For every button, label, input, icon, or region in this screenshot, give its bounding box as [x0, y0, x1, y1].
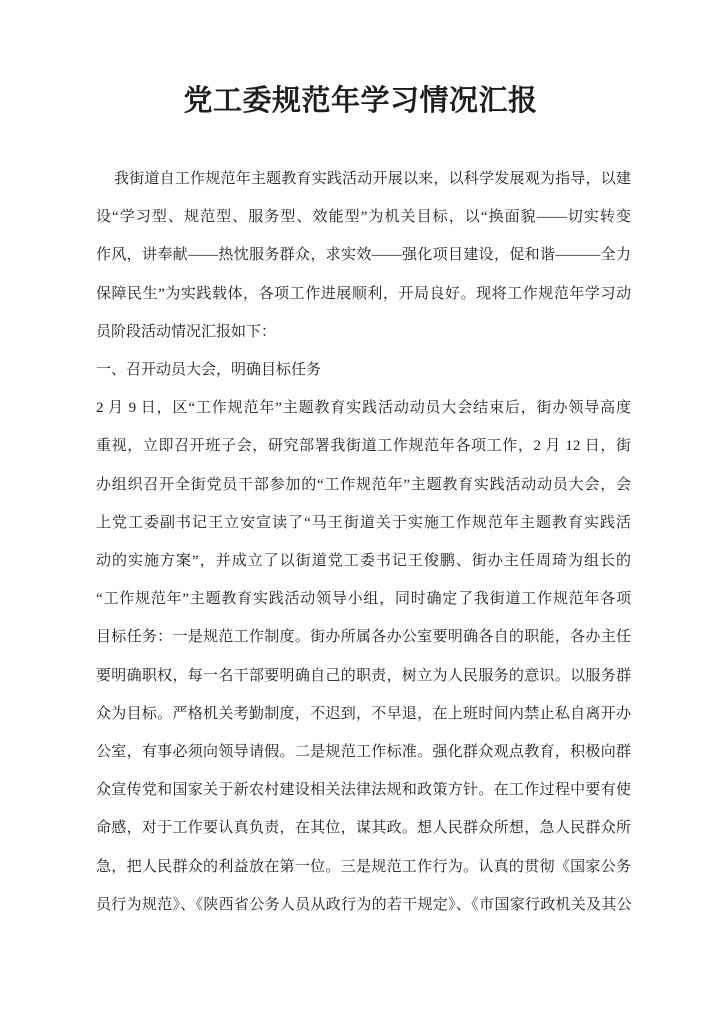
text-line: 我街道自工作规范年主题教育实践活动开展以来，以科学发展观为指导，以建: [114, 171, 631, 187]
text-line: 员阶段活动情况汇报如下：: [96, 323, 277, 340]
text-line: 员行为规范》、《陕西省公务人员从政行为的若干规定》、《市国家行政机关及其公: [96, 896, 631, 913]
text-line: “工作规范年”主题教育实践活动领导小组，同时确定了我街道工作规范年各项: [96, 591, 631, 608]
text-line: 重视，立即召开班子会，研究部署我街道工作规范年各项工作，2 月 12 日，街: [96, 438, 631, 455]
text-line: 动的实施方案”，并成立了以街道党工委书记王俊鹏、街办主任周琦为组长的: [96, 553, 631, 570]
text-line: 要明确职权，每一名干部要明确自己的职责，树立为人民服务的意识。以服务群: [96, 667, 631, 684]
document-body: [96, 160, 631, 924]
text-line: 2 月 9 日，区“工作规范年”主题教育实践活动动员大会结束后，街办领导高度: [96, 400, 631, 417]
text-line: 目标任务：一是规范工作制度。街办所属各办公室要明确各自的职能，各办主任: [96, 629, 631, 646]
text-line: 办组织召开全街党员干部参加的“工作规范年”主题教育实践活动动员大会，会: [96, 476, 631, 493]
text-line: 公室，有事必须向领导请假。二是规范工作标准。强化群众观点教育，积极向群: [96, 744, 631, 761]
text-line: 急，把人民群众的利益放在第一位。三是规范工作行为。认真的贯彻《国家公务: [96, 858, 631, 875]
text-line: 设“学习型、规范型、服务型、效能型”为机关目标，以“换面貌——切实转变: [96, 209, 631, 226]
text-line: 上党工委副书记王立安宣读了“马王街道关于实施工作规范年主题教育实践活: [96, 514, 631, 531]
text-line: 众宣传党和国家关于新农村建设相关法律法规和政策方针。在工作过程中要有使: [96, 782, 631, 799]
text-line: 命感，对于工作要认真负责，在其位，谋其政。想人民群众所想，急人民群众所: [96, 820, 631, 837]
text-line: 作风，讲奉献——热忱服务群众，求实效——强化项目建设，促和谐———全力: [96, 247, 631, 264]
text-line: 众为目标。严格机关考勤制度，不迟到，不早退，在上班时间内禁止私自离开办: [96, 705, 631, 722]
text-line: 保障民生”为实践载体，各项工作进展顺利，开局良好。现将工作规范年学习动: [96, 285, 631, 302]
text-line: 一、召开动员大会，明确目标任务: [96, 362, 322, 379]
document-title: 党工委规范年学习情况汇报: [183, 85, 538, 117]
